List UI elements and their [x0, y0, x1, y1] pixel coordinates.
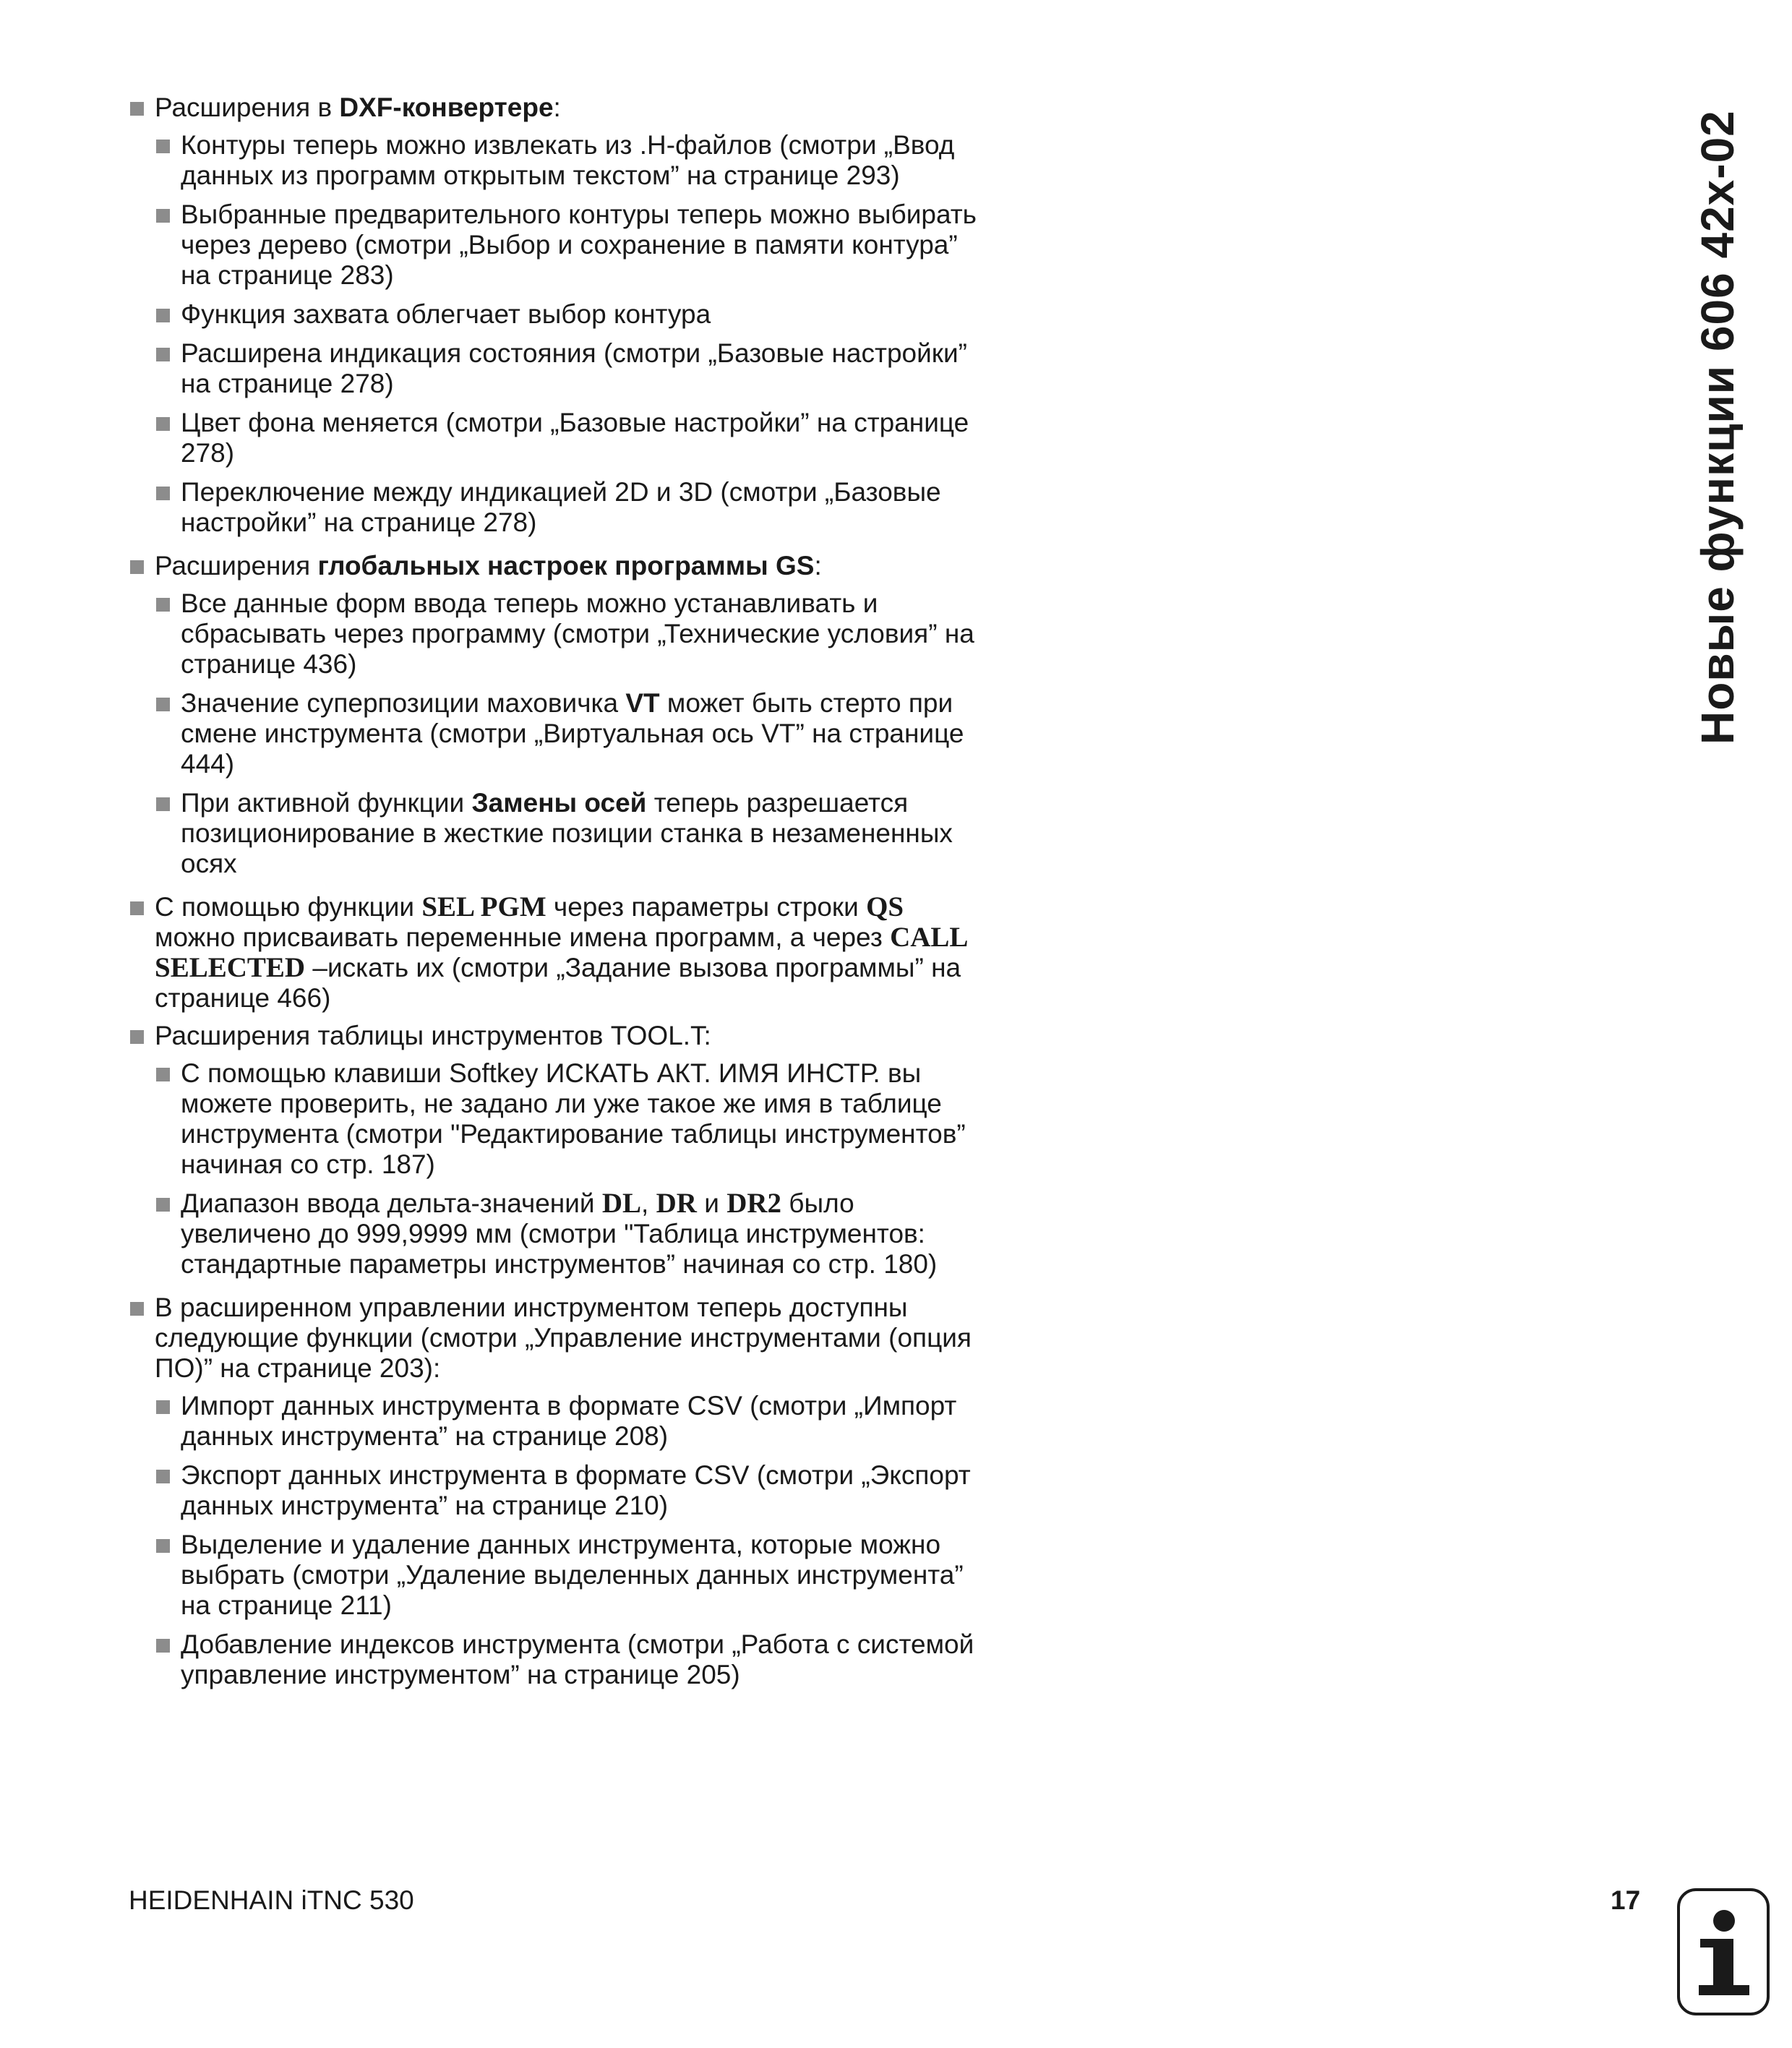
- square-bullet-icon: [156, 140, 170, 153]
- square-bullet-icon: [130, 102, 144, 116]
- item-code-text: DR2: [726, 1188, 782, 1219]
- item-text: ,: [641, 1188, 656, 1218]
- square-bullet-icon: [130, 560, 144, 574]
- square-bullet-icon: [156, 1470, 170, 1483]
- item-text: можно присваивать переменные имена программ, а через: [155, 922, 891, 952]
- sub-list-item: [155, 1460, 982, 1521]
- item-text: В расширенном управлении инструментом теперь доступны следующие функции (смотри „Управление инструментами (опция ПО)” на странице 203):: [155, 1293, 972, 1383]
- list-item: [129, 1021, 982, 1051]
- item-text: :: [814, 551, 822, 580]
- info-icon: [1677, 1888, 1770, 2015]
- list-item: [129, 892, 982, 1014]
- sub-list-item: [155, 408, 982, 468]
- item-text: может быть стерто при смене инструмента (смотри „Виртуальная ось VT” на странице 444): [181, 688, 964, 779]
- item-text: Расширения: [155, 551, 318, 580]
- item-text: Диапазон ввода дельта-значений: [181, 1188, 602, 1218]
- list-item: [129, 551, 982, 581]
- sub-list-item: [155, 1530, 982, 1621]
- list-item: [129, 93, 982, 123]
- sub-list-item: [155, 477, 982, 538]
- sub-list-item: [155, 688, 982, 779]
- sub-list-item: [155, 1058, 982, 1180]
- item-text: Импорт данных инструмента в формате CSV (смотри „Импорт данных инструмента” на странице 208): [181, 1391, 957, 1451]
- sidebar-section-title: Новые функции 606 42x-02: [1692, 110, 1744, 745]
- item-text: Значение суперпозиции маховичка: [181, 688, 626, 718]
- sub-list-item: [155, 1188, 982, 1280]
- sub-list-item: [155, 788, 982, 879]
- square-bullet-icon: [156, 698, 170, 711]
- item-bold-text: Замены осей: [471, 788, 647, 818]
- square-bullet-icon: [156, 1068, 170, 1081]
- item-text: через параметры строки: [546, 892, 867, 922]
- square-bullet-icon: [130, 1302, 144, 1316]
- item-text: Цвет фона меняется (смотри „Базовые настройки” на странице 278): [181, 408, 969, 468]
- item-code-text: SEL PGM: [421, 891, 546, 922]
- square-bullet-icon: [130, 1030, 144, 1044]
- sub-list-item: [155, 588, 982, 680]
- sub-list-item: [155, 299, 982, 330]
- square-bullet-icon: [156, 1539, 170, 1553]
- feature-list: [129, 93, 982, 1699]
- list-item: [129, 1293, 982, 1384]
- item-code-text: DR: [656, 1188, 697, 1219]
- item-text: Контуры теперь можно извлекать из .H-файлов (смотри „Ввод данных из программ открытым текстом” на странице 293): [181, 130, 955, 190]
- item-text: При активной функции: [181, 788, 472, 818]
- square-bullet-icon: [156, 1198, 170, 1212]
- square-bullet-icon: [156, 348, 170, 361]
- sub-list-item: [155, 130, 982, 191]
- sub-list-item: [155, 338, 982, 399]
- item-code-text: CALL SELECTED: [155, 922, 967, 983]
- item-text: Переключение между индикацией 2D и 3D (смотри „Базовые настройки” на странице 278): [181, 477, 941, 537]
- item-text: С помощью клавиши Softkey ИСКАТЬ АКТ. ИМЯ ИНСТР. вы можете проверить, не задано ли уже такое же имя в таблице инструмента (смотри "Редактирование таблицы инструментов” начиная со стр. 187): [181, 1058, 966, 1179]
- item-code-text: DL: [601, 1188, 642, 1219]
- item-text: теперь разрешается позиционирование в жесткие позиции станка в незамененных осях: [181, 788, 953, 878]
- square-bullet-icon: [156, 209, 170, 223]
- square-bullet-icon: [156, 487, 170, 500]
- square-bullet-icon: [156, 598, 170, 612]
- item-text: Расширена индикация состояния (смотри „Базовые настройки” на странице 278): [181, 338, 967, 398]
- item-text: С помощью функции: [155, 892, 422, 922]
- item-text: и: [696, 1188, 727, 1218]
- item-text: Экспорт данных инструмента в формате CSV (смотри „Экспорт данных инструмента” на странице 210): [181, 1460, 971, 1520]
- item-bold-text: глобальных настроек программы GS: [317, 551, 815, 580]
- square-bullet-icon: [130, 901, 144, 915]
- square-bullet-icon: [156, 417, 170, 431]
- item-text: Расширения в: [155, 93, 340, 122]
- page-number: 17: [1611, 1885, 1641, 1915]
- item-text: Добавление индексов инструмента (смотри „Работа с системой управление инструментом” на странице 205): [181, 1629, 974, 1689]
- item-text: Выбранные предварительного контуры теперь можно выбирать через дерево (смотри „Выбор и сохранение в памяти контура” на странице 283): [181, 200, 977, 290]
- item-text: Выделение и удаление данных инструмента, которые можно выбрать (смотри „Удаление выделенных данных инструмента” на странице 211): [181, 1530, 964, 1620]
- square-bullet-icon: [156, 1639, 170, 1653]
- square-bullet-icon: [156, 1400, 170, 1414]
- square-bullet-icon: [156, 797, 170, 811]
- sub-list-item: [155, 1629, 982, 1690]
- sub-list-item: [155, 200, 982, 291]
- item-text: Функция захвата облегчает выбор контура: [181, 299, 711, 329]
- item-bold-text: VT: [625, 688, 660, 718]
- item-bold-text: DXF-конвертере: [339, 93, 554, 122]
- sub-list-item: [155, 1391, 982, 1452]
- footer-product-name: HEIDENHAIN iTNC 530: [129, 1885, 414, 1915]
- item-text: Расширения таблицы инструментов TOOL.T:: [155, 1021, 711, 1050]
- square-bullet-icon: [156, 309, 170, 322]
- item-text: было увеличено до 999,9999 мм (смотри "Таблица инструментов: стандартные параметры инструментов” начиная со стр. 180): [181, 1188, 938, 1279]
- item-code-text: QS: [866, 891, 904, 922]
- item-text: Все данные форм ввода теперь можно устанавливать и сбрасывать через программу (смотри „Технические условия” на странице 436): [181, 588, 974, 679]
- item-text: –искать их (смотри „Задание вызова программы” на странице 466): [155, 953, 961, 1013]
- item-text: :: [553, 93, 561, 122]
